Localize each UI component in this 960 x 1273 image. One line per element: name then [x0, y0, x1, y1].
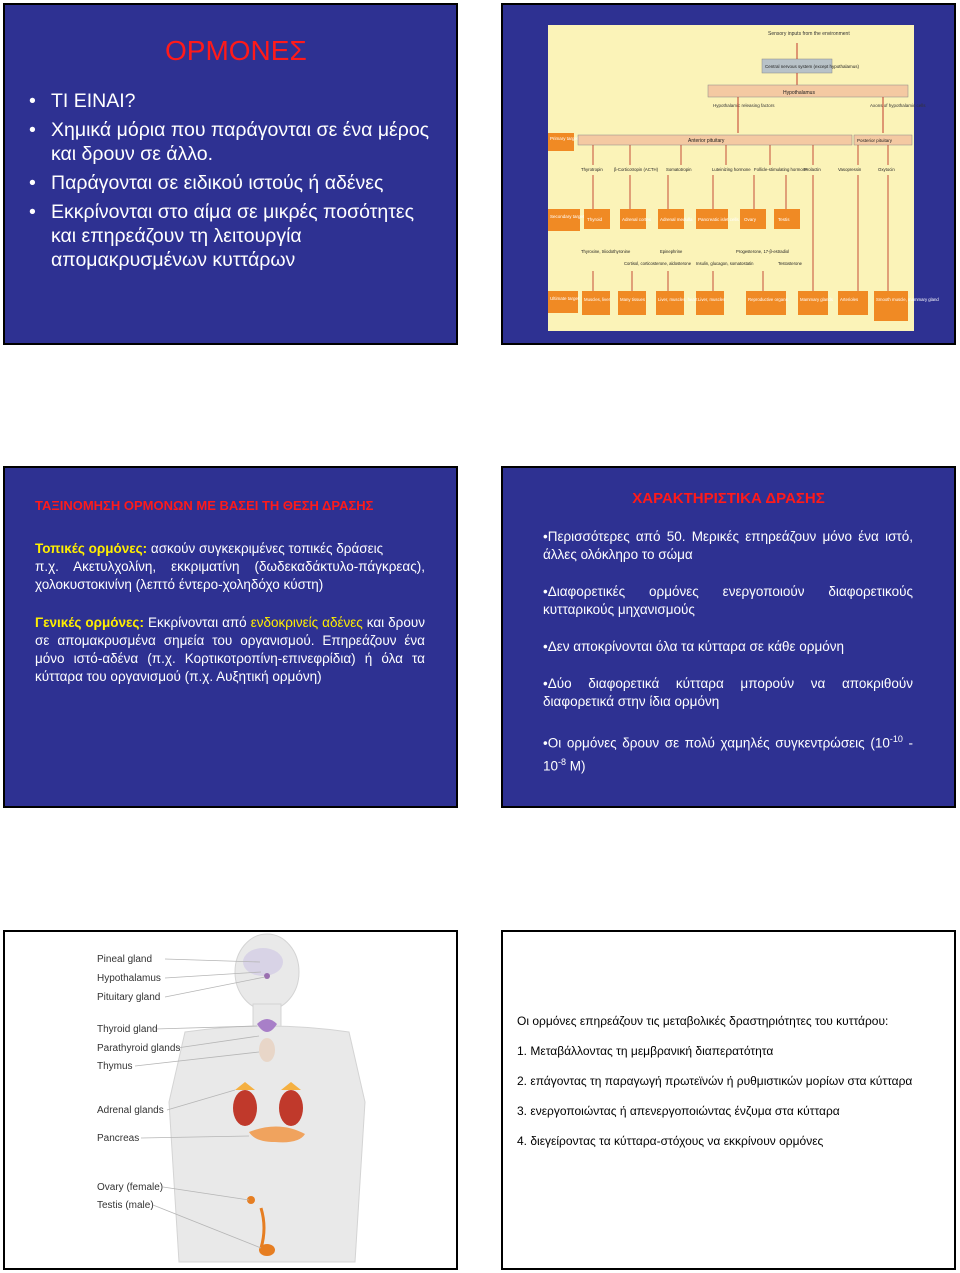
bullet-item: • Χημικά μόρια που παράγονται σε ένα μέρος και δρουν σε άλλο.	[27, 118, 437, 166]
diagram-label: Posterior pituitary	[857, 138, 893, 143]
slide-endocrine-anatomy	[3, 930, 458, 1270]
diagram-label: Mammary glands	[800, 297, 833, 302]
bullet-item: • ΤΙ ΕΙΝΑΙ?	[27, 89, 437, 113]
diagram-label: Follicle-stimulating hormone	[754, 167, 808, 172]
numbered-list	[517, 1044, 947, 1164]
slide-heading: ΤΑΞΙΝΟΜΗΣΗ ΟΡΜΟΝΩΝ ΜΕ ΒΑΣΕΙ ΤΗ ΘΕΣΗ ΔΡΑΣΗΣ	[35, 498, 374, 513]
diagram-label: Cortisol, corticosterone, aldosterone	[624, 261, 692, 266]
bullet-item: •Περισσότερες από 50. Μερικές επηρεάζουν μόνο ένα ιστό, άλλες ολόκληρο το σώμα	[543, 529, 913, 562]
slide-hormone-hierarchy-diagram	[501, 3, 956, 345]
diagram-label: Hypothalamus	[783, 90, 815, 96]
gland-label: Pancreas	[97, 1133, 140, 1144]
slide-action-characteristics	[501, 466, 956, 808]
diagram-label: Somatotropin	[666, 167, 692, 172]
local-hormones-text: ασκούν συγκεκριμένες τοπικές δράσεις	[147, 541, 384, 556]
bullet-item: •Δεν αποκρίνονται όλα τα κύτταρα σε κάθε ορμόνη	[543, 639, 845, 654]
general-hormones-lead: Γενικές ορμόνες:	[35, 615, 144, 630]
diagram-label: Epinephrine	[660, 249, 683, 254]
diagram-label: Vasopressin	[838, 167, 862, 172]
general-hormones-paragraph	[35, 614, 425, 686]
gland-label: Pituitary gland	[97, 992, 161, 1003]
diagram-label: Liver, muscles, heart	[658, 297, 698, 302]
diagram-label: Ultimate target	[550, 296, 580, 301]
diagram-label: Muscles, liver	[584, 297, 611, 302]
gland-label: Pineal gland	[97, 954, 153, 965]
diagram-label: Axons of hypothalamic cells	[870, 103, 926, 108]
slide-hormone-classification	[3, 466, 458, 808]
diagram-label: Thyrotropin	[581, 167, 603, 172]
endocrine-glands-illustration	[5, 932, 456, 1268]
slide-heading: ΧΑΡΑΚΤΗΡΙΣΤΙΚΑ ΔΡΑΣΗΣ	[632, 490, 825, 507]
diagram-label: Smooth muscle, mammary gland	[876, 297, 939, 302]
list-item: 2. επάγοντας τη παραγωγή πρωτεϊνών ή ρυθμιστικών μορίων στα κύτταρα	[517, 1074, 913, 1088]
bullet-item: • Παράγονται σε ειδικού ιστούς ή αδένες	[27, 171, 437, 195]
gland-label: Testis (male)	[97, 1200, 154, 1211]
slide-intro: Οι ορμόνες επηρεάζουν τις μεταβολικές δραστηριότητες του κυττάρου:	[517, 1014, 889, 1028]
bullet-item: •Δύο διαφορετικά κύτταρα μπορούν να αποκριθούν διαφορετικά στην ίδια ορμόνη	[543, 676, 913, 709]
diagram-label: Testis	[778, 217, 790, 222]
diagram-label: Progesterone, 17-β-estradiol	[736, 249, 790, 254]
slide-title: ΟΡΜΟΝΕΣ	[165, 35, 307, 66]
gland-label: Ovary (female)	[97, 1182, 164, 1193]
list-item: 1. Μεταβάλλοντας τη μεμβρανική διαπερατότητα	[517, 1044, 774, 1058]
slide-hormones-definition	[3, 3, 458, 345]
diagram-label: β-Corticotropin (ACTH)	[614, 167, 659, 172]
diagram-label: Luteinizing hormone	[712, 167, 751, 172]
list-item: 4. διεγείροντας τα κύτταρα-στόχους να εκκρίνουν ορμόνες	[517, 1134, 824, 1148]
bullet-list	[543, 528, 913, 794]
diagram-label: Adrenal cortex	[622, 217, 652, 222]
diagram-label: Secondary target	[550, 214, 585, 219]
diagram-label: Anterior pituitary	[688, 138, 725, 144]
diagram-label: Thyroxine, triiodothyronine	[581, 249, 631, 254]
gland-label: Thymus	[97, 1061, 133, 1072]
general-hormones-text: Εκκρίνονται από	[143, 615, 251, 630]
hormone-hierarchy-diagram	[548, 25, 939, 331]
gland-label: Parathyroid glands	[97, 1043, 181, 1054]
slide-metabolic-effects	[501, 930, 956, 1270]
diagram-label: Ovary	[744, 217, 757, 222]
diagram-label: Pancreatic islet cells	[698, 217, 739, 222]
diagram-label: Prolactin	[804, 167, 821, 172]
diagram-label: Insulin, glucagon, somatostatin	[696, 261, 754, 266]
gland-label: Adrenal glands	[97, 1105, 164, 1116]
general-hormones-text: και δρουν σε απομακρυσμένα σημεία του οργανισμού. Επηρεάζουν ένα μόνο ιστό-αδένα (π.χ. Κορτικοτροπίνη-επινεφρίδια) ή όλα τα κύτταρα του οργανισμού (π.χ. Αυξητική ορμόνη)	[35, 615, 425, 684]
diagram-label: Adrenal medulla	[660, 217, 693, 222]
local-hormones-lead: Τοπικές ορμόνες:	[35, 541, 148, 556]
local-hormones-paragraph	[35, 540, 425, 558]
diagram-label: Sensory inputs from the environment	[768, 31, 850, 37]
local-hormones-example: π.χ. Ακετυλχολίνη, εκκριματίνη (δωδεκαδάκτυλο-πάγκρεας), χολοκυστοκινίνη (λεπτό έντερο-χοληδόχο κύστη)	[35, 559, 425, 592]
bullet-list	[27, 89, 437, 277]
diagram-label: Testosterone	[778, 261, 802, 266]
gland-label: Hypothalamus	[97, 973, 161, 984]
diagram-label: Reproductive organs	[748, 297, 788, 302]
diagram-label: Liver, muscles	[698, 297, 726, 302]
slide-body	[35, 540, 425, 686]
diagram-label: Arterioles	[840, 297, 859, 302]
diagram-label: Many tissues	[620, 297, 646, 302]
bullet-item: •Διαφορετικές ορμόνες ενεργοποιούν διαφορετικούς κυτταρικούς μηχανισμούς	[543, 584, 913, 617]
diagram-label: Hypothalamic releasing factors	[713, 103, 775, 108]
diagram-label: Primary target	[550, 136, 579, 141]
bullet-item: • Εκκρίνονται στο αίμα σε μικρές ποσότητες και επηρεάζουν τη λειτουργία απομακρυσμένων κυττάρων	[27, 200, 437, 272]
endocrine-glands-highlight: ενδοκρινείς αδένες	[250, 615, 363, 630]
list-item: 3. ενεργοποιώντας ή απενεργοποιώντας ένζυμα στα κύτταρα	[517, 1104, 840, 1118]
diagram-label: Central nervous system (except hypothalamus)	[765, 64, 860, 69]
bullet-item-concentration: •Οι ορμόνες δρουν σε πολύ χαμηλές συγκεντρώσεις ($10^{-10} - 10^{-8}$ M)	[543, 734, 913, 773]
diagram-label: Oxytocin	[878, 167, 895, 172]
gland-label: Thyroid gland	[97, 1024, 158, 1035]
diagram-label: Thyroid	[587, 217, 603, 222]
